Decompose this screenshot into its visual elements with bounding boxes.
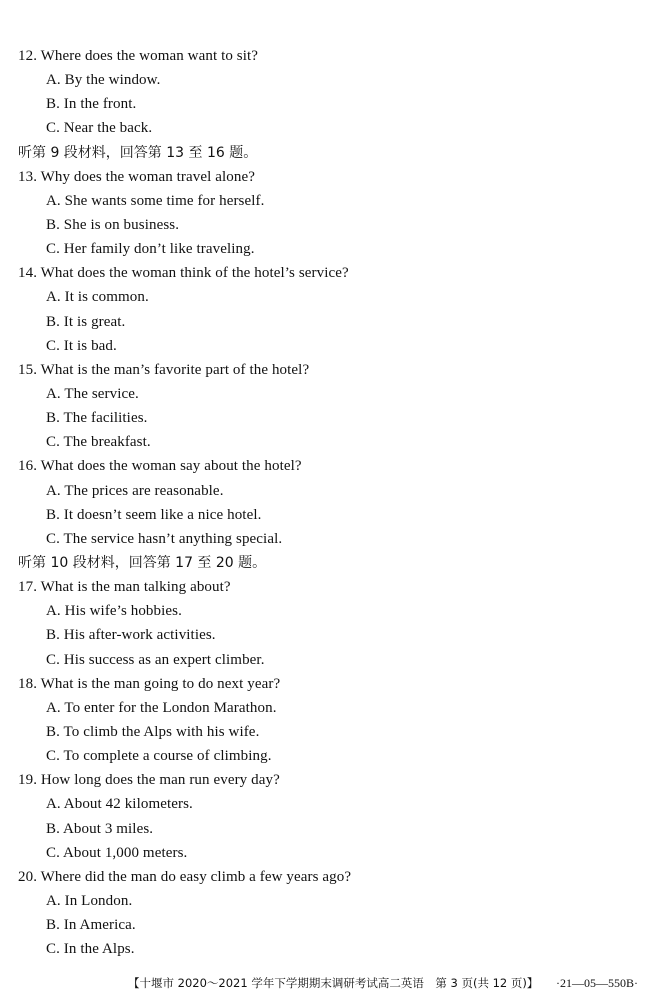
option-line: B. About 3 miles. [46, 820, 154, 837]
option-line: C. Near the back. [46, 120, 153, 137]
option-line: B. His after-work activities. [46, 627, 216, 644]
option-line: B. The facilities. [46, 410, 148, 427]
question-line: 17. What is the man talking about? [18, 579, 231, 596]
option-line: A. To enter for the London Marathon. [46, 699, 277, 716]
question-line: 13. Why does the woman travel alone? [18, 168, 256, 185]
option-line: A. The prices are reasonable. [46, 482, 224, 499]
option-line: A. In London. [46, 892, 133, 909]
option-line: B. She is on business. [46, 216, 180, 233]
footer-title: 【十堰市 2020～2021 学年下学期期末调研考试高二英语 第 3 页(共 12 页)】 [128, 976, 539, 990]
option-line: A. About 42 kilometers. [46, 796, 193, 813]
option-line: A. By the window. [46, 72, 161, 89]
option-line: B. In the front. [46, 96, 137, 113]
option-line: C. It is bad. [46, 337, 117, 354]
question-line: 12. Where does the woman want to sit? [18, 48, 259, 64]
option-line: C. The service hasn’t anything special. [46, 530, 283, 547]
option-line: A. She wants some time for herself. [46, 192, 265, 209]
option-line: C. The breakfast. [46, 434, 151, 451]
option-line: C. Her family don’t like traveling. [46, 241, 255, 258]
option-line: A. His wife’s hobbies. [46, 603, 182, 620]
question-line: 16. What does the woman say about the hotel? [18, 458, 302, 475]
footer-code: ·21—05—550B· [556, 976, 638, 990]
option-line: C. His success as an expert climber. [46, 651, 265, 668]
option-line: C. To complete a course of climbing. [46, 748, 272, 765]
option-line: B. In America. [46, 917, 136, 934]
question-list [18, 44, 638, 961]
section-heading: 听第 9 段材料，回答第 13 至 16 题。 [18, 144, 258, 161]
question-line: 19. How long does the man run every day? [18, 772, 280, 789]
option-line: B. It is great. [46, 313, 126, 330]
option-line: A. The service. [46, 385, 139, 402]
option-line: B. It doesn’t seem like a nice hotel. [46, 506, 262, 523]
option-line: C. In the Alps. [46, 941, 135, 958]
option-line: C. About 1,000 meters. [46, 844, 188, 861]
option-line: A. It is common. [46, 289, 149, 306]
question-line: 14. What does the woman think of the hotel’s service? [18, 265, 349, 282]
page-footer [0, 971, 652, 995]
question-line: 15. What is the man’s favorite part of the hotel? [18, 361, 310, 378]
section-heading: 听第 10 段材料，回答第 17 至 20 题。 [18, 554, 267, 571]
option-line: B. To climb the Alps with his wife. [46, 723, 260, 740]
question-line: 18. What is the man going to do next year? [18, 675, 281, 692]
question-line: 20. Where did the man do easy climb a few years ago? [18, 868, 352, 885]
